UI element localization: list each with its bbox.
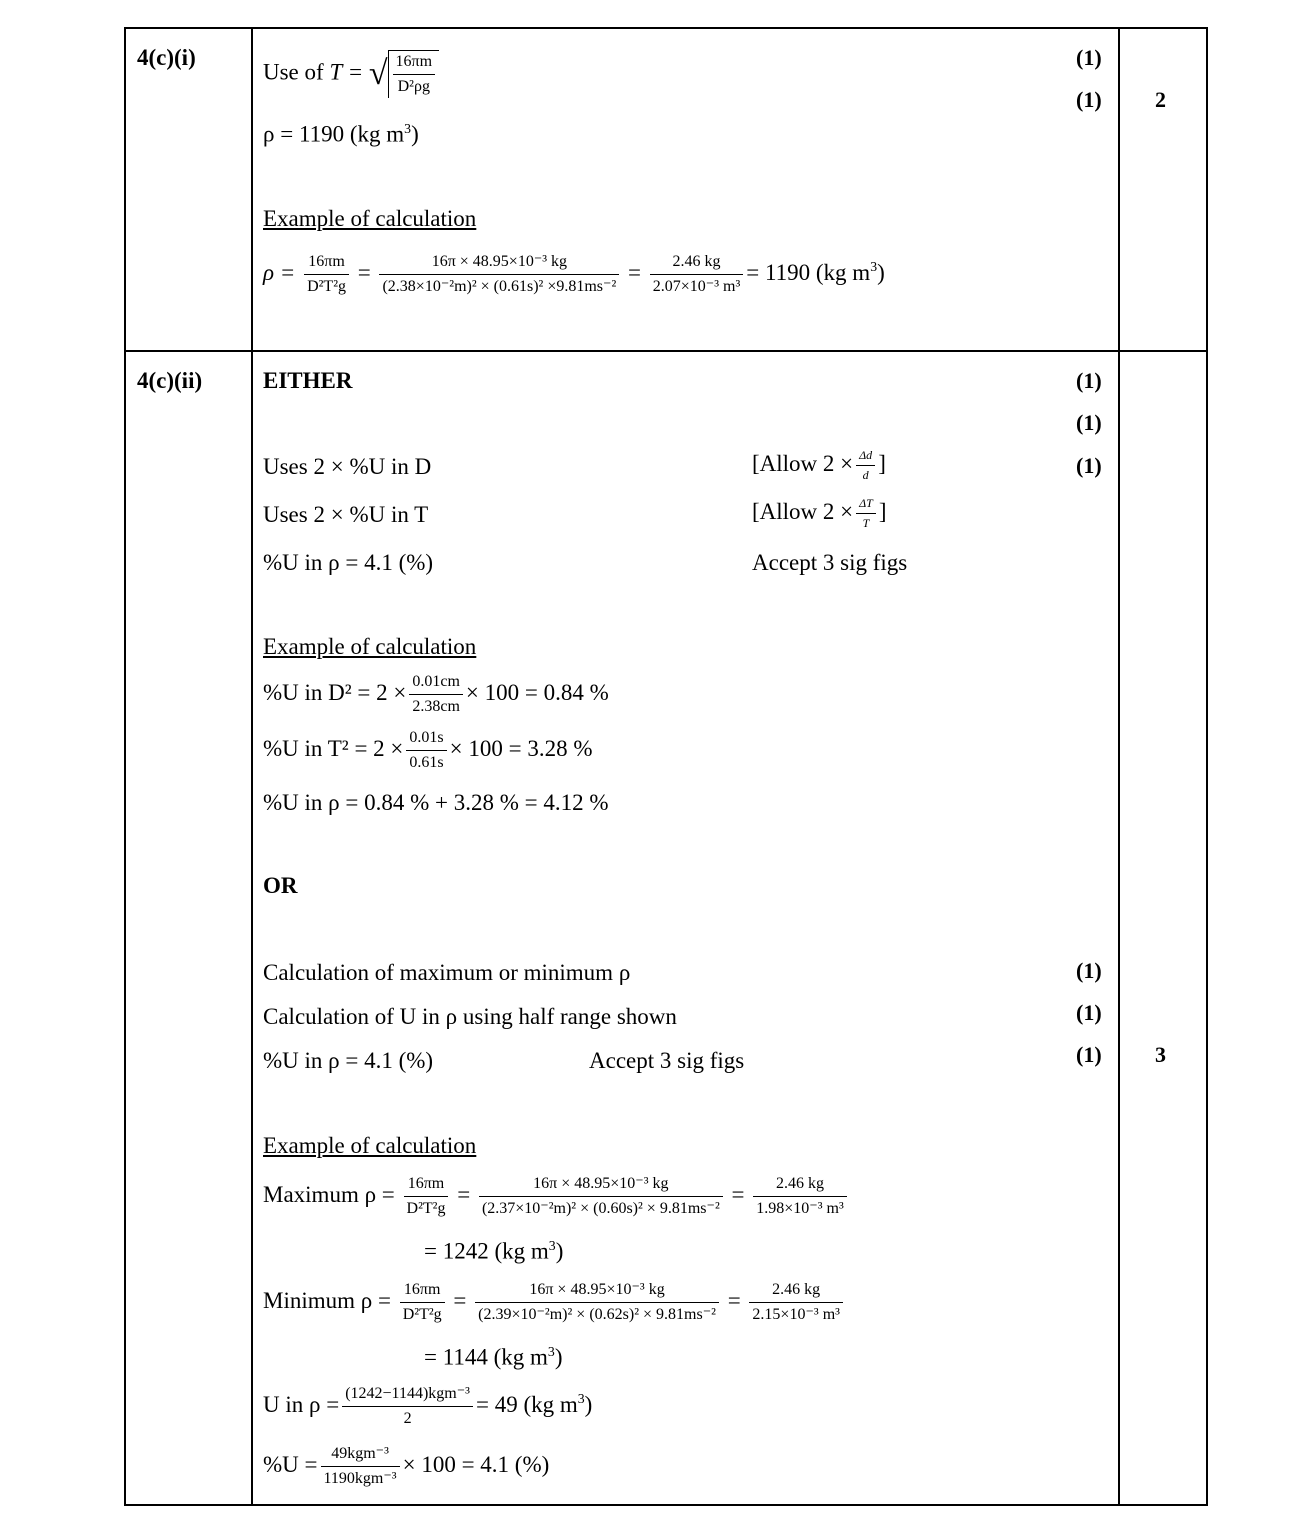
text: = (628, 259, 642, 285)
denominator: (2.39×10⁻²m)² × (0.62s)² × 9.81ms⁻² (478, 1306, 716, 1323)
mark: (1) (1076, 87, 1102, 112)
mark: (1) (1076, 453, 1102, 478)
text: ) (411, 121, 419, 147)
mark: (1) (1076, 1042, 1102, 1067)
text: ρ = (263, 259, 296, 285)
text: ρ = 1190 (kg m (263, 121, 405, 147)
sup: 3 (547, 1344, 555, 1359)
criterion: %U in ρ = 4.1 (%) (263, 550, 434, 575)
text: = 1190 (kg m (746, 259, 871, 285)
denominator: d (862, 468, 869, 482)
total-marks: 3 (1155, 1042, 1166, 1067)
numerator: (1242−1144)kgm⁻³ (342, 1384, 473, 1407)
fraction (304, 252, 349, 297)
text: = (731, 1181, 745, 1207)
text: = (457, 1181, 471, 1207)
minimum-calculation (263, 1280, 846, 1325)
fraction (856, 448, 875, 483)
denominator: 2.15×10⁻³ m³ (752, 1306, 840, 1323)
denominator: D²T²g (307, 278, 346, 295)
fraction (749, 1280, 843, 1325)
text: ] (878, 498, 887, 524)
calc-line (263, 728, 592, 773)
text: [Allow 2 × (752, 450, 854, 476)
numerator: Δd (856, 448, 875, 466)
text: U in ρ = (263, 1391, 340, 1417)
numerator: ΔT (856, 496, 876, 514)
denominator: 2 (403, 1410, 412, 1427)
criterion: Uses 2 × %U in D (263, 454, 432, 479)
criterion: %U in ρ = 4.1 (%) (263, 1048, 434, 1073)
minimum-result (424, 1345, 563, 1369)
text: = (357, 259, 371, 285)
fraction (753, 1174, 847, 1219)
text: = (453, 1287, 467, 1313)
numerator: 49kgm⁻³ (321, 1444, 400, 1467)
numerator: 0.01cm (409, 672, 463, 695)
denominator: 2.38cm (412, 698, 460, 715)
text: ) (584, 1391, 593, 1417)
denominator: D²ρg (397, 78, 430, 95)
fraction (321, 1444, 400, 1489)
example-calculation (263, 252, 885, 297)
numerator: 2.46 kg (753, 1174, 847, 1197)
text: %U in D² = 2 × (263, 679, 407, 705)
text: × 100 = 4.1 (%) (402, 1451, 550, 1477)
sup: 3 (404, 121, 412, 136)
text: %U in T² = 2 × (263, 735, 404, 761)
table-border-bottom (124, 1504, 1208, 1506)
row-divider (124, 350, 1208, 352)
denominator: D²T²g (402, 1306, 442, 1323)
fraction (404, 1174, 449, 1219)
uncertainty-calculation (263, 1384, 592, 1429)
fraction (856, 496, 876, 531)
text: ) (555, 1238, 564, 1264)
text: = (727, 1287, 741, 1313)
fraction (650, 252, 744, 297)
accept-note: Accept 3 sig figs (589, 1048, 745, 1073)
or-heading: OR (263, 873, 298, 898)
maximum-result (424, 1239, 563, 1263)
example-heading: Example of calculation (263, 206, 477, 231)
denominator: 2.07×10⁻³ m³ (652, 278, 741, 295)
denominator: (2.37×10⁻²m)² × (0.60s)² × 9.81ms⁻² (481, 1200, 720, 1217)
column-divider-2 (1118, 27, 1120, 1506)
numerator: 16πm (404, 1174, 449, 1197)
numerator: 16πm (393, 52, 436, 75)
text: × 100 = 0.84 % (465, 679, 609, 705)
fraction (400, 1280, 445, 1325)
text: = 1242 (kg m (424, 1238, 549, 1264)
numerator: 2.46 kg (650, 252, 744, 275)
criterion: Uses 2 × %U in T (263, 502, 429, 527)
denominator: (2.38×10⁻²m)² × (0.61s)² ×9.81ms⁻² (382, 278, 617, 295)
column-divider-1 (251, 27, 253, 1506)
denominator: T (862, 516, 870, 530)
numerator: 16π × 48.95×10⁻³ kg (475, 1280, 719, 1303)
text: T = (329, 59, 364, 85)
mark: (1) (1076, 1000, 1102, 1025)
accept-note: Accept 3 sig figs (752, 550, 908, 575)
sup: 3 (548, 1238, 556, 1253)
mark: (1) (1076, 368, 1102, 393)
criterion: Calculation of U in ρ using half range shown (263, 1004, 677, 1029)
calc-line: %U in ρ = 0.84 % + 3.28 % = 4.12 % (263, 790, 609, 815)
rho-result (263, 122, 419, 146)
criterion: Calculation of maximum or minimum ρ (263, 960, 631, 985)
text: ) (554, 1344, 563, 1370)
numerator: 2.46 kg (749, 1280, 843, 1303)
text: = 1144 (kg m (424, 1344, 548, 1370)
denominator: 0.61s (409, 754, 444, 771)
percent-uncertainty-calculation (263, 1444, 549, 1489)
denominator: D²T²g (406, 1200, 446, 1217)
text: [Allow 2 × (752, 498, 854, 524)
mark: (1) (1076, 45, 1102, 70)
table-border-left (124, 27, 126, 1506)
text: Minimum ρ = (263, 1287, 391, 1313)
text: Use of (263, 59, 324, 85)
table-border-right (1206, 27, 1208, 1506)
numerator: 16π × 48.95×10⁻³ kg (479, 1174, 723, 1197)
fraction (475, 1280, 719, 1325)
calc-line (263, 672, 609, 717)
fraction (406, 728, 446, 773)
table-border-top (124, 27, 1208, 29)
numerator: 16π × 48.95×10⁻³ kg (379, 252, 619, 275)
total-marks: 2 (1155, 87, 1166, 112)
numerator: 16πm (400, 1280, 445, 1303)
sup: 3 (577, 1391, 585, 1407)
mark: (1) (1076, 958, 1102, 983)
text: ] (878, 450, 886, 476)
text: = 49 (kg m (475, 1391, 578, 1417)
text: Maximum ρ = (263, 1181, 395, 1207)
fraction (479, 1174, 723, 1219)
question-id: 4(c)(i) (137, 45, 196, 70)
maximum-calculation (263, 1174, 850, 1219)
text: ) (877, 259, 885, 285)
sup: 3 (870, 259, 878, 275)
denominator: 1.98×10⁻³ m³ (756, 1200, 844, 1217)
text: %U = (263, 1451, 318, 1477)
sqrt-expression: √ $\frac{16\pi m}{\text{D²ρg}}$ (369, 50, 439, 98)
question-id: 4(c)(ii) (137, 368, 203, 393)
example-heading: Example of calculation (263, 1133, 477, 1158)
mark: (1) (1076, 410, 1102, 435)
numerator: 16πm (304, 252, 349, 275)
fraction (379, 252, 619, 297)
allow-note (752, 496, 887, 531)
either-heading: EITHER (263, 368, 353, 393)
allow-note (752, 448, 886, 483)
text: × 100 = 3.28 % (449, 735, 593, 761)
fraction (409, 672, 463, 717)
fraction (342, 1384, 473, 1429)
use-of-line (263, 50, 439, 98)
example-heading: Example of calculation (263, 634, 477, 659)
denominator: 1190kgm⁻³ (323, 1470, 397, 1487)
numerator: 0.01s (406, 728, 446, 751)
